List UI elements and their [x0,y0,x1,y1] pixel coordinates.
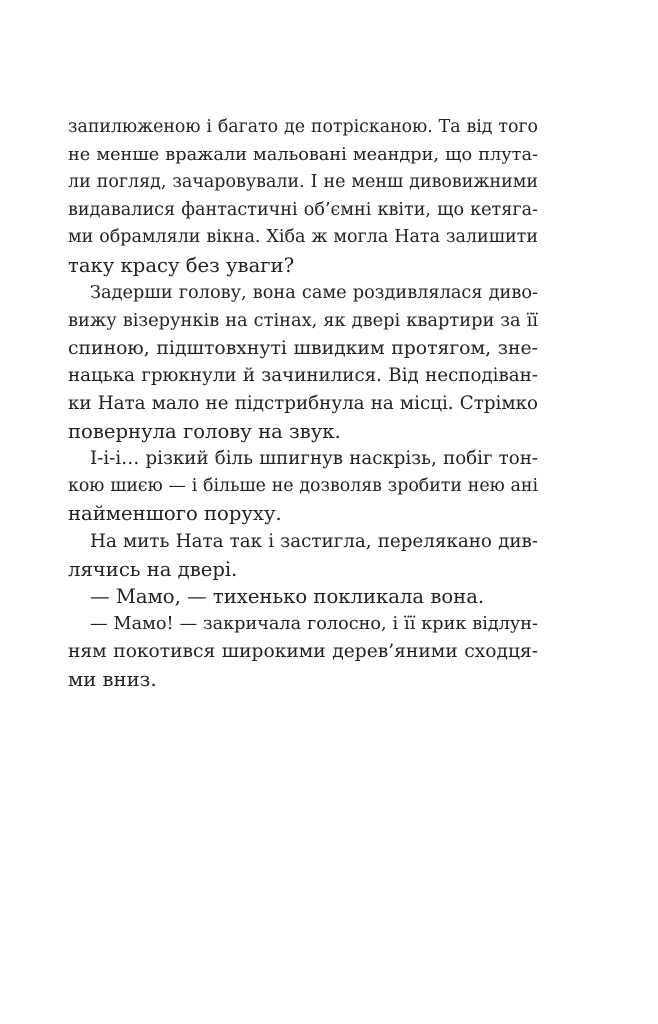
paragraph [68,445,538,528]
paragraph [68,528,538,583]
text-line: ням покотився широкими дерев’яними сходця- [68,641,538,663]
text-line: спиною, підштовхнуті швидким протягом, зне- [68,337,538,359]
text-line: На мить Ната так і застигла, перелякано див- [90,530,538,552]
text-line: І-і-і… різкий біль шпигнув наскрізь, побіг тон- [90,448,538,470]
text-line: найменшого поруху. [68,502,282,526]
text-line: вижу візерунків на стінах, як двері квартири за її [68,310,538,332]
text-line: — Мамо! — закричала голосно, і її крик відлун- [90,613,538,634]
dialogue-line [68,611,538,694]
text-line: лячись на двері. [68,557,238,581]
text-line: не менше вражали мальовані меандри, що плута- [68,144,538,165]
text-line: кою шиєю — і більше не дозволяв зробити нею ані [68,475,538,496]
text-line: — Мамо, — тихенько покликала вона. [90,585,485,609]
text-line: ки Ната мало не підстрибнула на місці. Стрімко [68,392,538,414]
text-line: повернула голову на звук. [68,419,341,443]
text-line: ми обрамляли вікна. Хіба ж могла Ната залишити [68,227,538,248]
text-line: ли погляд, зачаровували. І не менш дивовижними [68,172,538,193]
text-line: таку красу без уваги? [68,253,295,277]
text-line: Задерши голову, вона саме роздивлялася диво- [90,282,538,303]
text-line: запилюженою і багато де потрісканою. Та від того [68,117,538,137]
body-text [68,114,538,693]
text-line: видавалися фантастичні об’ємні квіти, що кетяга- [68,199,538,220]
paragraph [68,114,538,280]
dialogue-line [68,583,538,611]
text-line: нацька грюкнули й зачинилися. Від несподіван- [68,365,538,387]
text-line: ми вниз. [68,667,157,691]
paragraph [68,280,538,446]
